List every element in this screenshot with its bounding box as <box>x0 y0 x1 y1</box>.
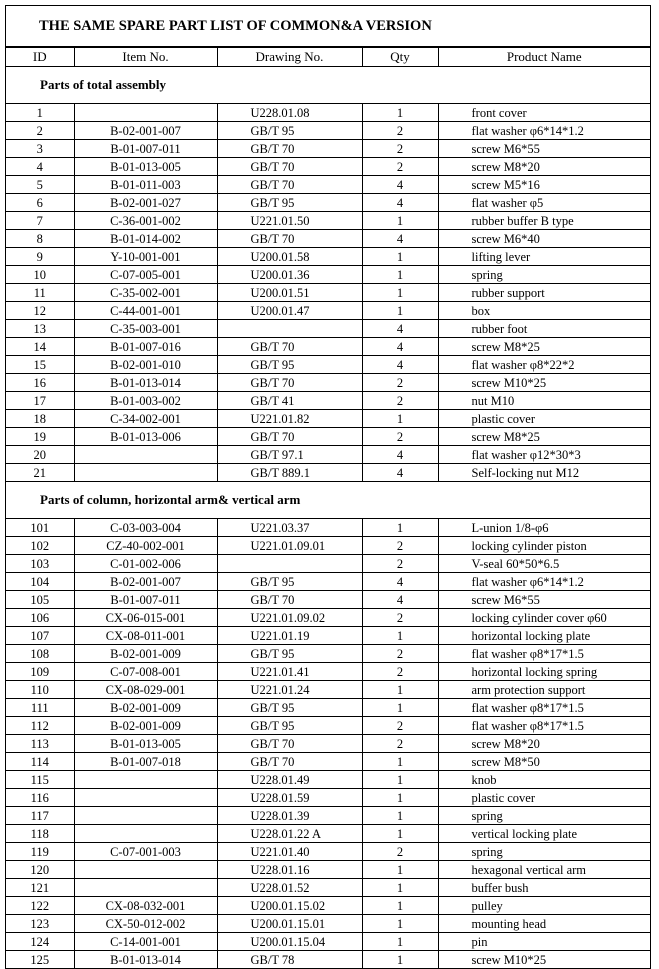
cell-id: 125 <box>6 951 74 969</box>
cell-product-name: flat washer φ8*17*1.5 <box>438 717 650 735</box>
cell-product-name: screw M8*50 <box>438 753 650 771</box>
cell-id: 118 <box>6 825 74 843</box>
cell-item-no <box>74 104 217 122</box>
cell-item-no: B-02-001-007 <box>74 122 217 140</box>
page-title: THE SAME SPARE PART LIST OF COMMON&A VERSION <box>6 6 650 47</box>
cell-item-no <box>74 879 217 897</box>
cell-product-name: pin <box>438 933 650 951</box>
table-row <box>6 122 650 140</box>
table-row <box>6 771 650 789</box>
cell-item-no: C-14-001-001 <box>74 933 217 951</box>
cell-id: 106 <box>6 609 74 627</box>
table-header-row <box>6 48 650 67</box>
table-row <box>6 104 650 122</box>
table-row <box>6 374 650 392</box>
cell-qty: 1 <box>362 915 438 933</box>
cell-id: 14 <box>6 338 74 356</box>
cell-qty: 1 <box>362 248 438 266</box>
table-row <box>6 627 650 645</box>
cell-product-name: flat washer φ8*22*2 <box>438 356 650 374</box>
cell-item-no <box>74 446 217 464</box>
cell-drawing-no: GB/T 70 <box>217 230 362 248</box>
cell-product-name: L-union 1/8-φ6 <box>438 519 650 537</box>
table-row <box>6 410 650 428</box>
table-row <box>6 681 650 699</box>
table-row <box>6 537 650 555</box>
cell-qty: 1 <box>362 302 438 320</box>
cell-id: 103 <box>6 555 74 573</box>
cell-item-no: B-01-007-011 <box>74 591 217 609</box>
cell-item-no: B-01-013-005 <box>74 158 217 176</box>
table-row <box>6 158 650 176</box>
table-row <box>6 555 650 573</box>
cell-id: 111 <box>6 699 74 717</box>
cell-product-name: horizontal locking spring <box>438 663 650 681</box>
cell-qty: 2 <box>362 158 438 176</box>
cell-id: 120 <box>6 861 74 879</box>
cell-item-no: CX-50-012-002 <box>74 915 217 933</box>
cell-qty: 2 <box>362 555 438 573</box>
cell-product-name: flat washer φ8*17*1.5 <box>438 645 650 663</box>
cell-id: 108 <box>6 645 74 663</box>
cell-item-no: B-01-007-011 <box>74 140 217 158</box>
cell-item-no: CX-08-029-001 <box>74 681 217 699</box>
cell-product-name: spring <box>438 843 650 861</box>
cell-item-no: C-35-002-001 <box>74 284 217 302</box>
cell-drawing-no: U228.01.52 <box>217 879 362 897</box>
cell-qty: 2 <box>362 609 438 627</box>
cell-qty: 4 <box>362 230 438 248</box>
cell-drawing-no: U221.03.37 <box>217 519 362 537</box>
cell-qty: 4 <box>362 338 438 356</box>
cell-id: 109 <box>6 663 74 681</box>
cell-qty: 1 <box>362 933 438 951</box>
cell-drawing-no: U200.01.15.02 <box>217 897 362 915</box>
table-row <box>6 338 650 356</box>
cell-product-name: spring <box>438 807 650 825</box>
cell-id: 15 <box>6 356 74 374</box>
cell-item-no: B-01-011-003 <box>74 176 217 194</box>
cell-id: 113 <box>6 735 74 753</box>
cell-drawing-no: GB/T 70 <box>217 158 362 176</box>
cell-drawing-no: GB/T 95 <box>217 194 362 212</box>
cell-qty: 2 <box>362 645 438 663</box>
table-row <box>6 807 650 825</box>
table-row <box>6 609 650 627</box>
cell-item-no: B-01-013-014 <box>74 951 217 969</box>
cell-qty: 4 <box>362 356 438 374</box>
cell-item-no: B-02-001-009 <box>74 699 217 717</box>
cell-drawing-no: GB/T 95 <box>217 645 362 663</box>
cell-item-no: CX-08-011-001 <box>74 627 217 645</box>
column-header-item-no: Item No. <box>74 48 217 67</box>
cell-drawing-no: U221.01.82 <box>217 410 362 428</box>
cell-item-no: C-01-002-006 <box>74 555 217 573</box>
column-header-qty: Qty <box>362 48 438 67</box>
cell-product-name: pulley <box>438 897 650 915</box>
cell-qty: 2 <box>362 122 438 140</box>
cell-item-no <box>74 861 217 879</box>
table-row <box>6 645 650 663</box>
cell-qty: 1 <box>362 284 438 302</box>
cell-item-no: C-07-001-003 <box>74 843 217 861</box>
cell-id: 9 <box>6 248 74 266</box>
cell-product-name: horizontal locking plate <box>438 627 650 645</box>
cell-product-name: lifting lever <box>438 248 650 266</box>
cell-product-name: screw M6*55 <box>438 140 650 158</box>
cell-drawing-no: GB/T 70 <box>217 591 362 609</box>
table-row <box>6 446 650 464</box>
cell-drawing-no: GB/T 78 <box>217 951 362 969</box>
cell-drawing-no: GB/T 95 <box>217 699 362 717</box>
cell-drawing-no: GB/T 95 <box>217 122 362 140</box>
cell-drawing-no: GB/T 889.1 <box>217 464 362 482</box>
cell-drawing-no: GB/T 41 <box>217 392 362 410</box>
cell-qty: 1 <box>362 410 438 428</box>
cell-id: 104 <box>6 573 74 591</box>
cell-drawing-no: GB/T 95 <box>217 573 362 591</box>
cell-drawing-no: U200.01.51 <box>217 284 362 302</box>
cell-qty: 2 <box>362 663 438 681</box>
cell-product-name: box <box>438 302 650 320</box>
cell-id: 13 <box>6 320 74 338</box>
cell-drawing-no: GB/T 70 <box>217 428 362 446</box>
table-row <box>6 464 650 482</box>
cell-drawing-no: GB/T 97.1 <box>217 446 362 464</box>
cell-qty: 1 <box>362 681 438 699</box>
cell-id: 4 <box>6 158 74 176</box>
section-heading-row <box>6 67 650 104</box>
cell-product-name: rubber buffer B type <box>438 212 650 230</box>
cell-id: 18 <box>6 410 74 428</box>
cell-qty: 4 <box>362 591 438 609</box>
spare-part-list-sheet <box>5 5 651 969</box>
table-row <box>6 789 650 807</box>
section-heading-row <box>6 482 650 519</box>
cell-qty: 2 <box>362 735 438 753</box>
cell-qty: 2 <box>362 140 438 158</box>
table-row <box>6 897 650 915</box>
cell-item-no: B-02-001-009 <box>74 717 217 735</box>
cell-id: 119 <box>6 843 74 861</box>
cell-id: 7 <box>6 212 74 230</box>
cell-id: 115 <box>6 771 74 789</box>
cell-product-name: screw M10*25 <box>438 951 650 969</box>
cell-id: 3 <box>6 140 74 158</box>
cell-id: 16 <box>6 374 74 392</box>
cell-qty: 1 <box>362 825 438 843</box>
cell-id: 123 <box>6 915 74 933</box>
cell-product-name: screw M10*25 <box>438 374 650 392</box>
table-row <box>6 194 650 212</box>
table-row <box>6 212 650 230</box>
table-row <box>6 699 650 717</box>
cell-product-name: knob <box>438 771 650 789</box>
cell-item-no: B-01-013-006 <box>74 428 217 446</box>
cell-product-name: screw M5*16 <box>438 176 650 194</box>
cell-product-name: screw M8*20 <box>438 158 650 176</box>
cell-drawing-no: U228.01.08 <box>217 104 362 122</box>
cell-drawing-no: U200.01.58 <box>217 248 362 266</box>
cell-qty: 1 <box>362 753 438 771</box>
cell-drawing-no: GB/T 70 <box>217 338 362 356</box>
cell-product-name: buffer bush <box>438 879 650 897</box>
cell-item-no: B-02-001-007 <box>74 573 217 591</box>
cell-id: 117 <box>6 807 74 825</box>
cell-product-name: hexagonal vertical arm <box>438 861 650 879</box>
cell-item-no <box>74 771 217 789</box>
cell-id: 124 <box>6 933 74 951</box>
table-row <box>6 735 650 753</box>
cell-drawing-no: U221.01.40 <box>217 843 362 861</box>
cell-item-no: B-02-001-009 <box>74 645 217 663</box>
table-row <box>6 861 650 879</box>
cell-item-no: B-01-003-002 <box>74 392 217 410</box>
cell-drawing-no: U221.01.41 <box>217 663 362 681</box>
cell-item-no: B-01-013-014 <box>74 374 217 392</box>
cell-id: 10 <box>6 266 74 284</box>
cell-qty: 1 <box>362 699 438 717</box>
cell-qty: 4 <box>362 320 438 338</box>
cell-drawing-no: GB/T 70 <box>217 753 362 771</box>
cell-id: 11 <box>6 284 74 302</box>
cell-item-no: C-07-008-001 <box>74 663 217 681</box>
cell-product-name: screw M8*25 <box>438 428 650 446</box>
cell-product-name: locking cylinder piston <box>438 537 650 555</box>
cell-drawing-no: U228.01.22 A <box>217 825 362 843</box>
cell-qty: 2 <box>362 537 438 555</box>
cell-qty: 1 <box>362 771 438 789</box>
table-row <box>6 392 650 410</box>
cell-drawing-no <box>217 320 362 338</box>
cell-item-no: CZ-40-002-001 <box>74 537 217 555</box>
cell-drawing-no: U228.01.59 <box>217 789 362 807</box>
cell-item-no: B-01-014-002 <box>74 230 217 248</box>
cell-qty: 4 <box>362 573 438 591</box>
cell-product-name: screw M8*20 <box>438 735 650 753</box>
cell-qty: 1 <box>362 861 438 879</box>
cell-id: 5 <box>6 176 74 194</box>
cell-id: 107 <box>6 627 74 645</box>
cell-id: 122 <box>6 897 74 915</box>
cell-id: 110 <box>6 681 74 699</box>
table-row <box>6 266 650 284</box>
cell-id: 112 <box>6 717 74 735</box>
cell-qty: 2 <box>362 717 438 735</box>
cell-product-name: screw M6*55 <box>438 591 650 609</box>
table-row <box>6 320 650 338</box>
cell-product-name: front cover <box>438 104 650 122</box>
cell-qty: 1 <box>362 807 438 825</box>
table-row <box>6 879 650 897</box>
table-row <box>6 284 650 302</box>
cell-drawing-no: U221.01.19 <box>217 627 362 645</box>
cell-drawing-no: U200.01.15.01 <box>217 915 362 933</box>
cell-qty: 1 <box>362 519 438 537</box>
parts-table <box>6 47 650 968</box>
cell-drawing-no: U221.01.09.02 <box>217 609 362 627</box>
table-row <box>6 663 650 681</box>
cell-item-no: C-07-005-001 <box>74 266 217 284</box>
cell-id: 116 <box>6 789 74 807</box>
cell-qty: 2 <box>362 428 438 446</box>
cell-qty: 1 <box>362 951 438 969</box>
cell-product-name: flat washer φ5 <box>438 194 650 212</box>
cell-qty: 4 <box>362 194 438 212</box>
table-row <box>6 825 650 843</box>
cell-drawing-no: U221.01.09.01 <box>217 537 362 555</box>
cell-product-name: V-seal 60*50*6.5 <box>438 555 650 573</box>
cell-id: 105 <box>6 591 74 609</box>
cell-item-no: B-02-001-027 <box>74 194 217 212</box>
cell-product-name: nut M10 <box>438 392 650 410</box>
cell-item-no: B-01-013-005 <box>74 735 217 753</box>
cell-drawing-no: GB/T 70 <box>217 140 362 158</box>
cell-item-no: C-34-002-001 <box>74 410 217 428</box>
cell-item-no: C-35-003-001 <box>74 320 217 338</box>
cell-product-name: screw M8*25 <box>438 338 650 356</box>
table-row <box>6 140 650 158</box>
section-heading: Parts of total assembly <box>6 67 650 104</box>
cell-drawing-no: GB/T 70 <box>217 176 362 194</box>
cell-product-name: flat washer φ12*30*3 <box>438 446 650 464</box>
cell-product-name: flat washer φ6*14*1.2 <box>438 573 650 591</box>
column-header-product-name: Product Name <box>438 48 650 67</box>
cell-qty: 4 <box>362 176 438 194</box>
cell-id: 101 <box>6 519 74 537</box>
cell-item-no: B-01-007-016 <box>74 338 217 356</box>
cell-drawing-no: U221.01.50 <box>217 212 362 230</box>
cell-qty: 2 <box>362 374 438 392</box>
table-row <box>6 843 650 861</box>
cell-product-name: rubber foot <box>438 320 650 338</box>
cell-product-name: vertical locking plate <box>438 825 650 843</box>
cell-drawing-no <box>217 555 362 573</box>
cell-product-name: mounting head <box>438 915 650 933</box>
cell-item-no: Y-10-001-001 <box>74 248 217 266</box>
cell-drawing-no: GB/T 70 <box>217 374 362 392</box>
cell-qty: 1 <box>362 627 438 645</box>
cell-id: 12 <box>6 302 74 320</box>
table-row <box>6 356 650 374</box>
cell-item-no <box>74 825 217 843</box>
table-row <box>6 591 650 609</box>
cell-qty: 1 <box>362 212 438 230</box>
cell-id: 114 <box>6 753 74 771</box>
cell-product-name: locking cylinder cover φ60 <box>438 609 650 627</box>
cell-qty: 1 <box>362 104 438 122</box>
cell-qty: 1 <box>362 266 438 284</box>
cell-item-no <box>74 464 217 482</box>
cell-item-no: C-03-003-004 <box>74 519 217 537</box>
cell-qty: 2 <box>362 843 438 861</box>
cell-item-no: C-44-001-001 <box>74 302 217 320</box>
table-row <box>6 176 650 194</box>
cell-qty: 4 <box>362 464 438 482</box>
cell-item-no: CX-06-015-001 <box>74 609 217 627</box>
cell-qty: 1 <box>362 879 438 897</box>
table-row <box>6 519 650 537</box>
cell-item-no: B-02-001-010 <box>74 356 217 374</box>
cell-id: 21 <box>6 464 74 482</box>
cell-id: 102 <box>6 537 74 555</box>
cell-id: 1 <box>6 104 74 122</box>
table-row <box>6 933 650 951</box>
table-row <box>6 248 650 266</box>
section-heading: Parts of column, horizontal arm& vertical arm <box>6 482 650 519</box>
cell-item-no: CX-08-032-001 <box>74 897 217 915</box>
cell-id: 6 <box>6 194 74 212</box>
cell-drawing-no: U228.01.16 <box>217 861 362 879</box>
cell-product-name: spring <box>438 266 650 284</box>
cell-product-name: flat washer φ8*17*1.5 <box>438 699 650 717</box>
cell-drawing-no: GB/T 95 <box>217 356 362 374</box>
cell-id: 19 <box>6 428 74 446</box>
cell-qty: 1 <box>362 897 438 915</box>
cell-item-no <box>74 789 217 807</box>
cell-qty: 4 <box>362 446 438 464</box>
table-row <box>6 915 650 933</box>
cell-product-name: screw M6*40 <box>438 230 650 248</box>
cell-drawing-no: U228.01.39 <box>217 807 362 825</box>
cell-product-name: flat washer φ6*14*1.2 <box>438 122 650 140</box>
cell-qty: 2 <box>362 392 438 410</box>
cell-product-name: rubber support <box>438 284 650 302</box>
cell-product-name: plastic cover <box>438 789 650 807</box>
cell-drawing-no: U200.01.36 <box>217 266 362 284</box>
column-header-drawing-no: Drawing No. <box>217 48 362 67</box>
column-header-id: ID <box>6 48 74 67</box>
table-row <box>6 428 650 446</box>
cell-item-no <box>74 807 217 825</box>
cell-id: 8 <box>6 230 74 248</box>
table-row <box>6 717 650 735</box>
cell-id: 121 <box>6 879 74 897</box>
table-row <box>6 573 650 591</box>
cell-drawing-no: GB/T 70 <box>217 735 362 753</box>
table-row <box>6 302 650 320</box>
cell-drawing-no: GB/T 95 <box>217 717 362 735</box>
table-row <box>6 230 650 248</box>
table-row <box>6 753 650 771</box>
cell-drawing-no: U221.01.24 <box>217 681 362 699</box>
cell-product-name: Self-locking nut M12 <box>438 464 650 482</box>
cell-id: 20 <box>6 446 74 464</box>
cell-item-no: C-36-001-002 <box>74 212 217 230</box>
cell-item-no: B-01-007-018 <box>74 753 217 771</box>
cell-drawing-no: U200.01.47 <box>217 302 362 320</box>
cell-drawing-no: U228.01.49 <box>217 771 362 789</box>
table-row <box>6 951 650 969</box>
cell-id: 17 <box>6 392 74 410</box>
cell-product-name: plastic cover <box>438 410 650 428</box>
cell-drawing-no: U200.01.15.04 <box>217 933 362 951</box>
cell-product-name: arm protection support <box>438 681 650 699</box>
cell-id: 2 <box>6 122 74 140</box>
cell-qty: 1 <box>362 789 438 807</box>
